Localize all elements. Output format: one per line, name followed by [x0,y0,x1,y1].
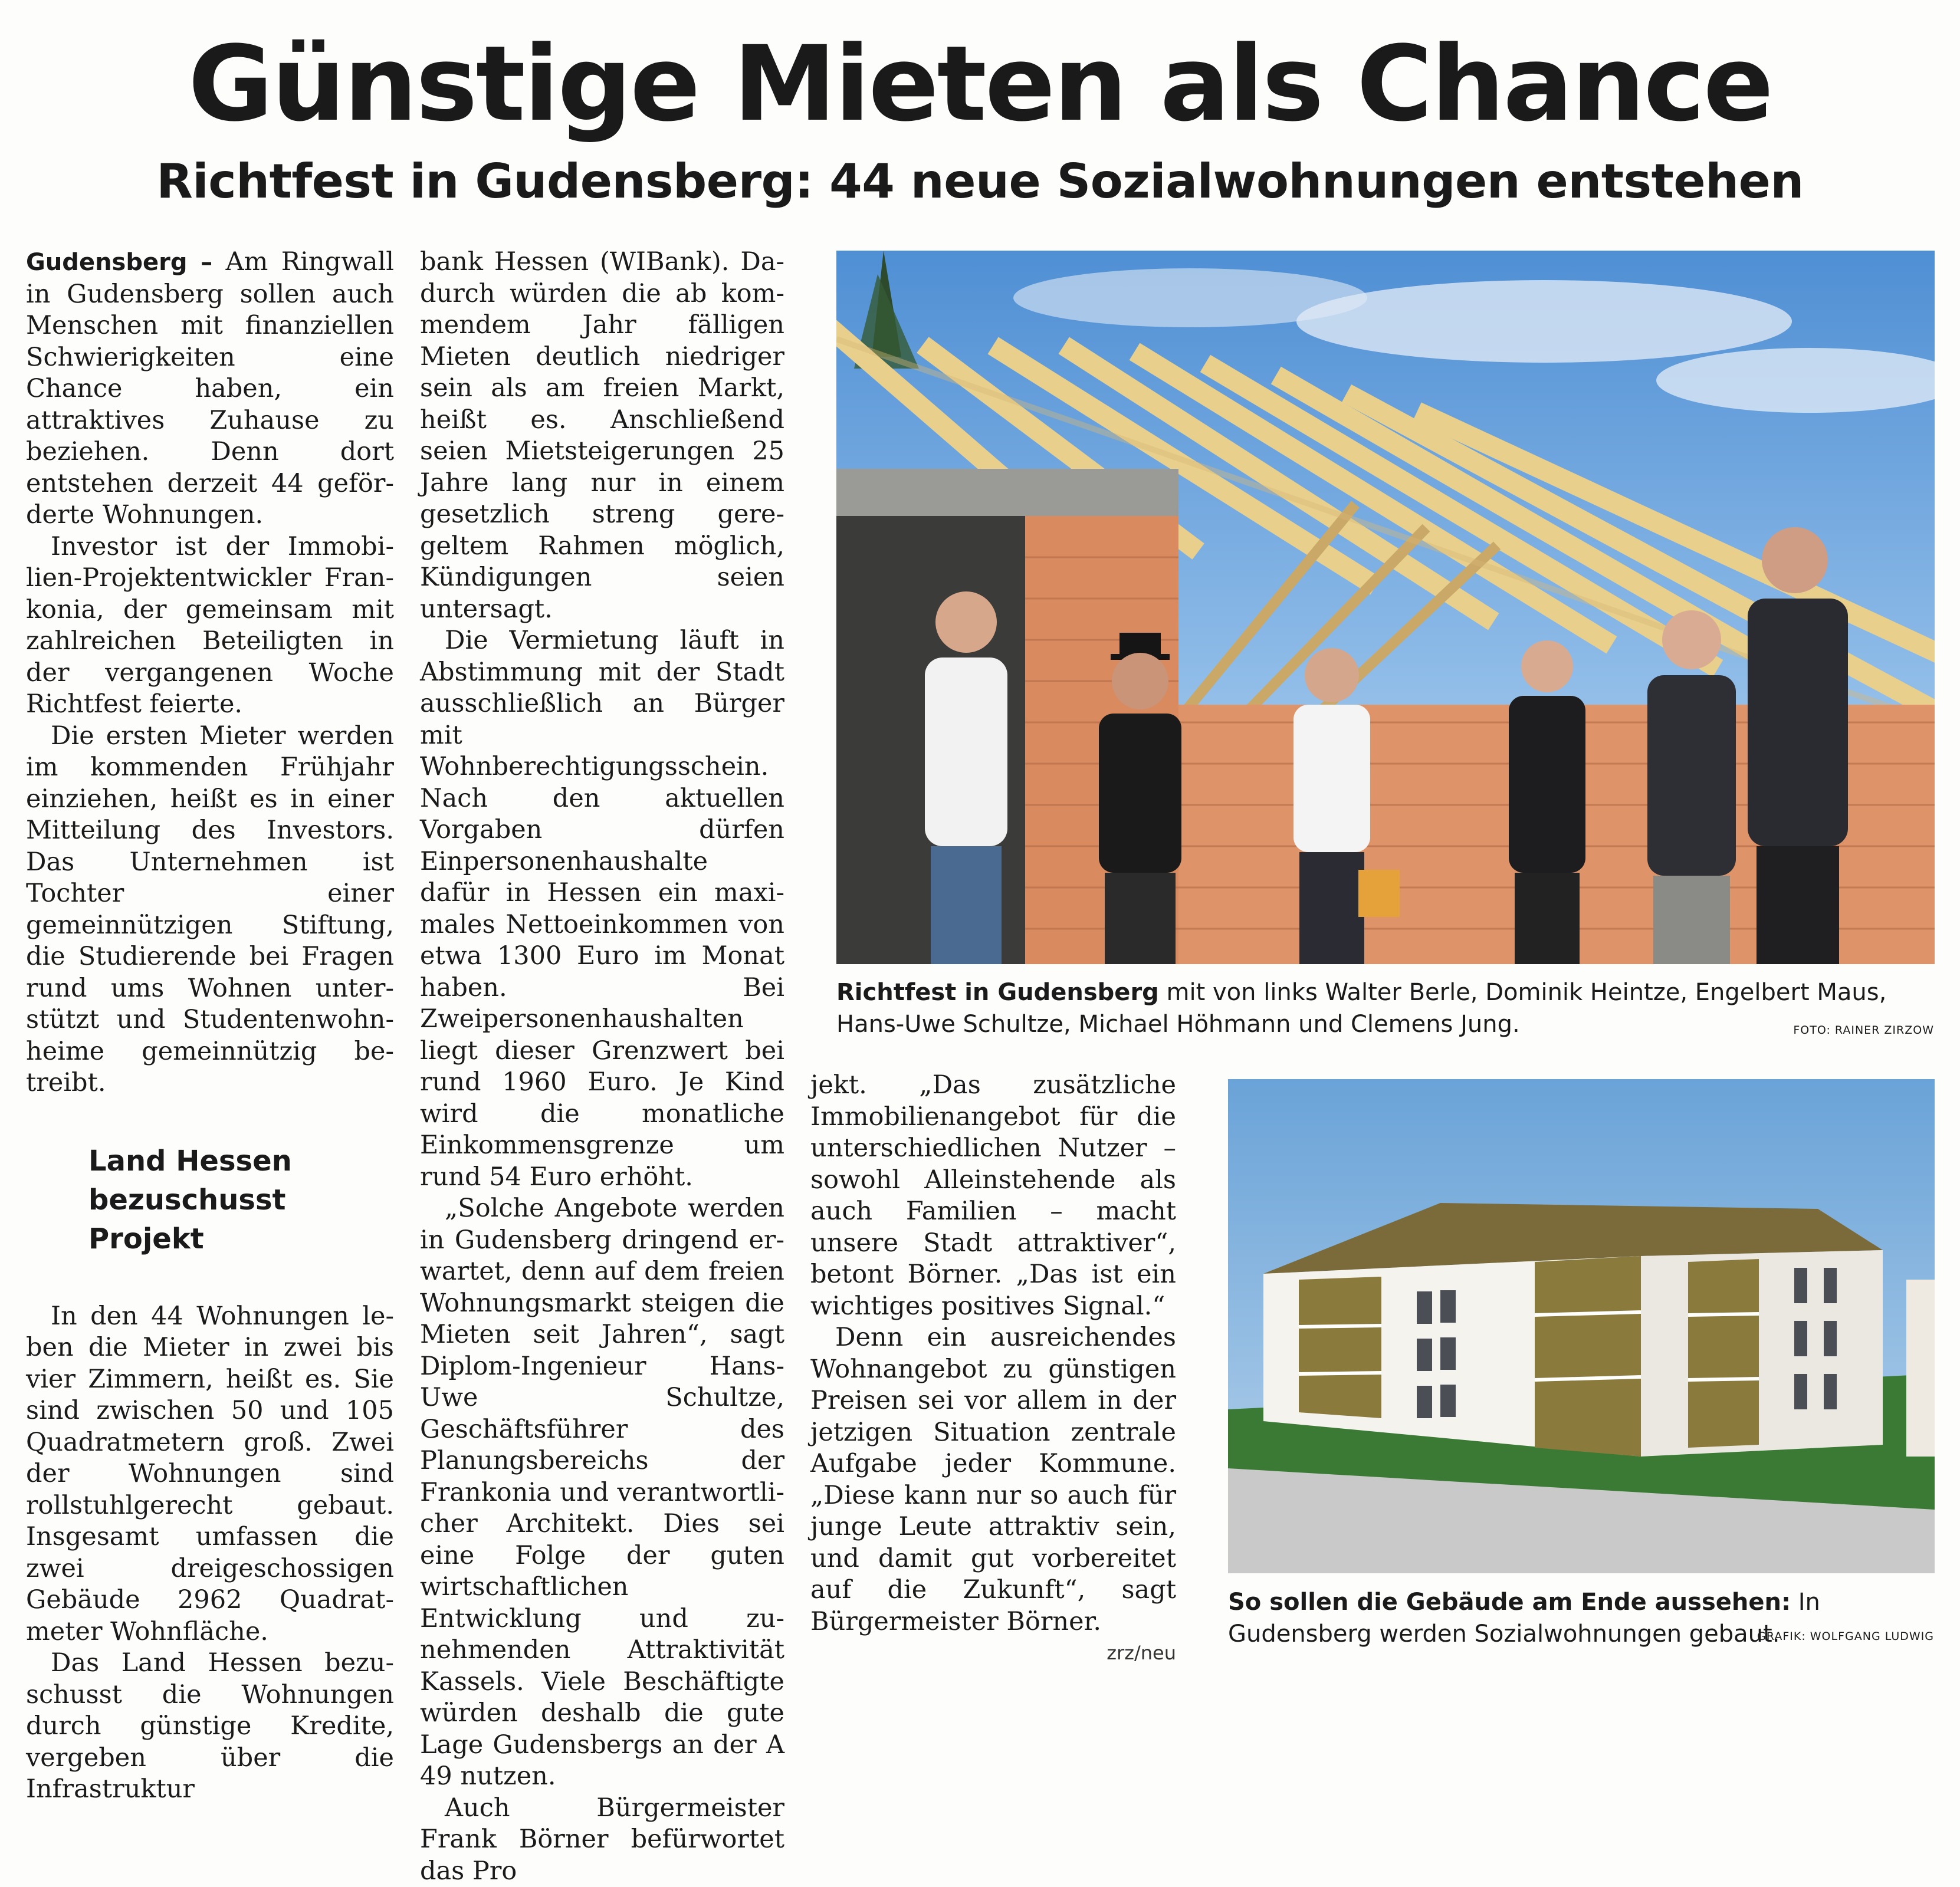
graphic-credit: GRAFIK: WOLFGANG LUDWIG [1757,1630,1934,1643]
paragraph: bank Hessen (WIBank). Dadurch würden die ab kommendem Jahr fälligen Mieten deutlich niedriger sein als am freien Markt, heißt es. Anschließend seien Mietsteigerungen 25 Jahre lang nur in einem gesetzlich streng geregeltem Rahmen möglich, Kündigungen seien untersagt. [420,246,784,625]
section-subhead [88,1142,394,1258]
paragraph: Die ersten Mieter werden im kommenden Frühjahr einziehen, heißt es in einer Mitteilung des Investors. Das Unternehmen ist Tochter einer gemeinnützigen Stiftung, die Studierende bei Fragen rund ums Wohnen unterstützt und Studentenwohnheime gemeinnützig betreibt. [26,721,394,1099]
caption-bold: So sollen die Gebäude am Ende aussehen: [1228,1589,1791,1616]
paragraph: Investor ist der Immobilien-Projektentwickler Frankonia, der gemeinsam mit zahlreichen Beteiligten in der vergangenen Woche Richtfest feierte. [26,531,394,721]
richtfest-caption [836,977,1935,1040]
paragraph: In den 44 Wohnungen leben die Mieter in zwei bis vier Zimmern, heißt es. Sie sind zwischen 50 und 105 Quadratmetern groß. Zwei der Wohnungen sind rollstuhlgerecht gebaut. Insgesamt umfassen die zwei dreigeschossigen Gebäude 2962 Quadratmeter Wohnfläche. [26,1301,394,1648]
building-rendering [1228,1079,1935,1573]
paragraph [26,246,394,531]
subhead-line: bezuschusst Projekt [88,1181,394,1258]
paragraph: jekt. „Das zusätzliche Immobilienangebot für die unterschiedlichen Nutzer – sowohl Alleinstehende als auch Familien – macht unsere Stadt attraktiver“, betont Börner. „Das ist ein wichtiges positives Signal.“ [810,1070,1176,1322]
subheadline: Richtfest in Gudensberg: 44 neue Sozialwohnungen entstehen [0,152,1960,211]
caption-text: mit von links Walter Berle, Dominik Heintze, Engelbert Maus, Hans-Uwe Schultze, Michael Höhmann und Clemens Jung. [836,979,1886,1038]
text-column-1 [26,246,394,1806]
richtfest-photo [836,251,1935,964]
text-column-3 [810,1070,1176,1669]
caption-text: In Gudensberg werden Sozialwohnungen gebaut. [1228,1589,1820,1648]
headline: Günstige Mieten als Chance [0,22,1960,146]
text-column-2 [420,246,784,1887]
paragraph: Auch Bürgermeister Frank Börner befürwortet das Pro [420,1793,784,1887]
paragraph: Die Vermietung läuft in Abstimmung mit der Stadt ausschließlich an Bürger mit Wohnberechtigungsschein. Nach den aktuellen Vorgaben dürfen Einpersonenhaushalte dafür in Hessen ein maximales Nettoeinkommen von etwa 1300 Euro im Monat haben. Bei Zweipersonenhaushalten liegt dieser Grenzwert bei rund 1960 Euro. Je Kind wird die monatliche Einkommensgrenze um rund 54 Euro erhöht. [420,625,784,1193]
paragraph: Denn ein ausreichendes Wohnangebot zu günstigen Preisen sei vor allem in der jetzigen Situation zentrale Aufgabe jeder Kommune. „Diese kann nur so auch für junge Leute attraktiv sein, und damit gut vorbereitet auf die Zukunft“, sagt Bürgermeister Börner. [810,1322,1176,1638]
dateline: Gudensberg – [26,249,212,276]
paragraph: „Solche Angebote werden in Gudensberg dringend erwartet, denn auf dem freien Wohnungsmarkt steigen die Mieten seit Jahren“, sagt Diplom-Ingenieur Hans-Uwe Schultze, Geschäftsführer des Planungsbereichs der Frankonia und verantwortlicher Architekt. Dies sei eine Folge der guten wirtschaftlichen Entwicklung und zunehmenden Attraktivität Kassels. Viele Beschäftigte würden deshalb die gute Lage Gudensbergs an der A 49 nutzen. [420,1193,784,1793]
author-signature: zrz/neu [1107,1638,1176,1669]
paragraph: Das Land Hessen bezuschusst die Wohnungen durch günstige Kredite, vergeben über die Infrastruktur [26,1648,394,1806]
caption-bold: Richtfest in Gudensberg [836,979,1159,1006]
subhead-line: Land Hessen [88,1142,394,1181]
photo-credit: FOTO: RAINER ZIRZOW [1793,1024,1934,1037]
paragraph-text: Am Ringwall in Gudensberg sollen auch Menschen mit finanziellen Schwierigkeiten eine Chance haben, ein attraktives Zuhause zu beziehen. Denn dort entstehen derzeit 44 geförderte Wohnungen. [26,247,394,530]
